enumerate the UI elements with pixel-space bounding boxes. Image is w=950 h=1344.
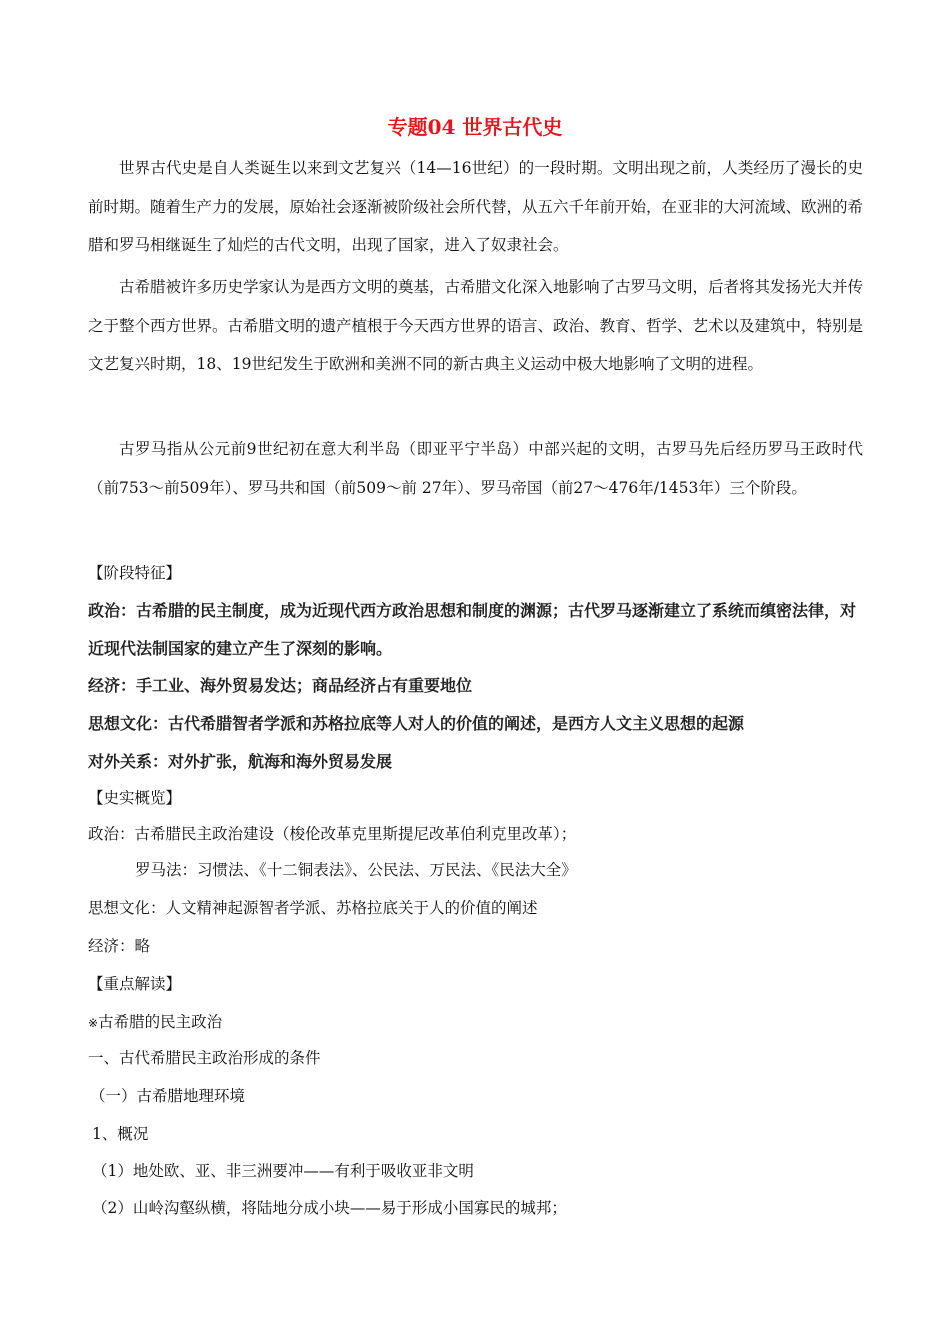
facts-culture: 思想文化：人文精神起源智者学派、苏格拉底关于人的价值的阐述	[88, 899, 538, 917]
stage-economy: 经济：手工业、海外贸易发达；商品经济占有重要地位	[88, 676, 473, 695]
key-section-1: 一、古代希腊民主政治形成的条件	[88, 1049, 321, 1067]
intro-paragraph-2: 古希腊被许多历史学家认为是西方文明的奠基，古希腊文化深入地影响了古罗马文明，后者将其发扬光大并传之于整个西方世界。古希腊文明的遗产植根于今天西方世界的语言、政治、教育、哲学、艺术以及建筑中，特别是文艺复兴时期，18、19世纪发生于欧洲和美洲不同的新古典主义运动中极大地影响了文明的进程。	[88, 278, 864, 373]
bullet-mark: ※	[88, 1016, 99, 1030]
key-heading: 【重点解读】	[88, 975, 182, 993]
facts-roman-law: 罗马法：习惯法、《十二铜表法》、公民法、万民法、《民法大全》	[135, 861, 577, 879]
facts-economy: 经济：略	[88, 937, 151, 955]
facts-heading: 【史实概览】	[88, 789, 182, 807]
key-point-2: （2）山岭沟壑纵横，将陆地分成小块——易于形成小国寡民的城邦；	[92, 1199, 567, 1217]
facts-politics: 政治：古希腊民主政治建设（梭伦改革克里斯提尼改革伯利克里改革）；	[88, 825, 577, 843]
intro-paragraph-1: 世界古代史是自人类诞生以来到文艺复兴（14—16世纪）的一段时期。文明出现之前，人类经历了漫长的史前时期。随着生产力的发展，原始社会逐渐被阶级社会所代替，从五六千年前开始，在亚非的大河流域、欧洲的希腊和罗马相继诞生了灿烂的古代文明，出现了国家，进入了奴隶社会。	[88, 159, 864, 254]
key-item-1: 1、概况	[92, 1125, 149, 1143]
page-title: 专题04 世界古代史	[387, 115, 563, 139]
stage-culture: 思想文化：古代希腊智者学派和苏格拉底等人对人的价值的阐述，是西方人文主义思想的起源	[88, 714, 745, 733]
stage-politics: 政治：古希腊的民主制度，成为近现代西方政治思想和制度的渊源；古代罗马逐渐建立了系统而缜密法律，对近现代法制国家的建立产生了深刻的影响。	[88, 601, 857, 658]
stage-heading: 【阶段特征】	[88, 564, 182, 582]
stage-foreign: 对外关系：对外扩张，航海和海外贸易发展	[88, 752, 393, 771]
key-topic-label: 古希腊的民主政治	[98, 1013, 223, 1031]
intro-paragraph-3: 古罗马指从公元前9世纪初在意大利半岛（即亚平宁半岛）中部兴起的文明，古罗马先后经历罗马王政时代（前753～前509年）、罗马共和国（前509～前 27年）、罗马帝国（前27～476年/1453年）三个阶段。	[88, 440, 863, 497]
key-topic	[88, 1010, 878, 1035]
key-point-1: （1）地处欧、亚、非三洲要冲——有利于吸收亚非文明	[92, 1162, 474, 1180]
key-sub-1: （一）古希腊地理环境	[90, 1087, 246, 1105]
